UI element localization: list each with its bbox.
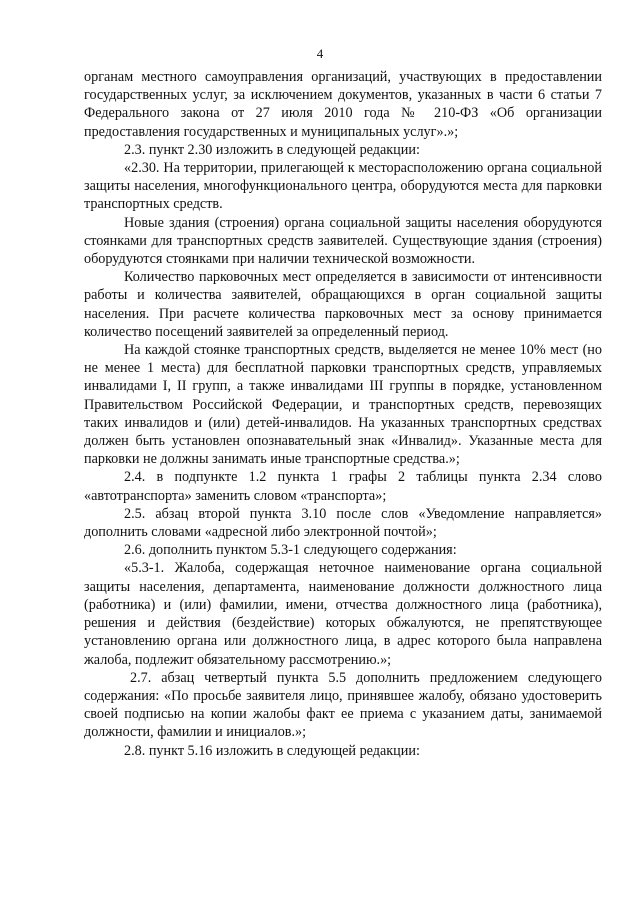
- paragraph-parking-count: Количество парковочных мест определяется в зависимости от интенсивности работы и количества заявителей, обращающихся в орган социальной защиты населения. При расчете количества парковочных мест за основу принимается количество посещений заявителей за определенный период.: [84, 269, 602, 340]
- paragraph-item-2-8: 2.8. пункт 5.16 изложить в следующей редакции:: [124, 742, 420, 759]
- paragraph-new-buildings: Новые здания (строения) органа социальной защиты населения оборудуются стоянками для транспортных средств заявителей. Существующие здания (строения) оборудуются стоянками при наличии технической возможности.: [84, 214, 602, 268]
- paragraph-item-2-6: 2.6. дополнить пунктом 5.3-1 следующего содержания:: [124, 542, 457, 559]
- paragraph-item-2-5: 2.5. абзац второй пункта 3.10 после слов «Уведомление направляется» дополнить словами «адресной либо электронной почтой»;: [84, 505, 602, 541]
- paragraph-item-2-3: 2.3. пункт 2.30 изложить в следующей редакции:: [124, 141, 420, 158]
- paragraph-continuation: органам местного самоуправления организаций, участвующих в предоставлении государственных услуг, за исключением документов, указанных в части 6 статьи 7 Федерального закона от 27 июля 2010 года № 210-ФЗ «Об организации предоставления государственных и муниципальных услуг».»;: [84, 69, 602, 140]
- paragraph-2-30-quote: «2.30. На территории, прилегающей к месторасположению органа социальной защиты населения, многофункционального центра, оборудуются места для парковки транспортных средств.: [84, 160, 602, 213]
- paragraph-disabled-parking: На каждой стоянке транспортных средств, выделяется не менее 10% мест (но не менее 1 места) для бесплатной парковки транспортных средств, управляемых инвалидами I, II групп, а также инвалидами III группы в порядке, установленном Правительством Российской Федерации, и транспортных средств, перевозящих таких инвалидов и (или) детей-инвалидов. На указанных транспортных средствах должен быть установлен опознавательный знак «Инвалид». Указанные места для парковки не должны занимать иные транспортные средства.»;: [84, 342, 602, 468]
- paragraph-item-2-7: 2.7. абзац четвертый пункта 5.5 дополнить предложением следующего содержания: «По просьбе заявителя лицо, принявшее жалобу, обязано удостоверить своей подписью на копии жалобы факт ее приема с указанием даты, занимаемой должности, фамилии и инициалов.»;: [84, 669, 602, 741]
- paragraph-item-2-4: 2.4. в подпункте 1.2 пункта 1 графы 2 таблицы пункта 2.34 слово «автотранспорта» заменить словом «транспорта»;: [84, 469, 602, 504]
- document-body: [84, 68, 602, 760]
- page-number: 4: [316, 46, 324, 61]
- paragraph-5-3-1-quote: «5.3-1. Жалоба, содержащая неточное наименование органа социальной защиты населения, департамента, наименование должности должностного лица (работника) и (или) фамилии, имени, отчества должностного лица (работника), решения и действия (бездействие) которых обжалуются, не препятствующее установлению органа или должностного лица, в адрес которого была направлена жалоба, подлежит обязательному рассмотрению.»;: [84, 560, 602, 668]
